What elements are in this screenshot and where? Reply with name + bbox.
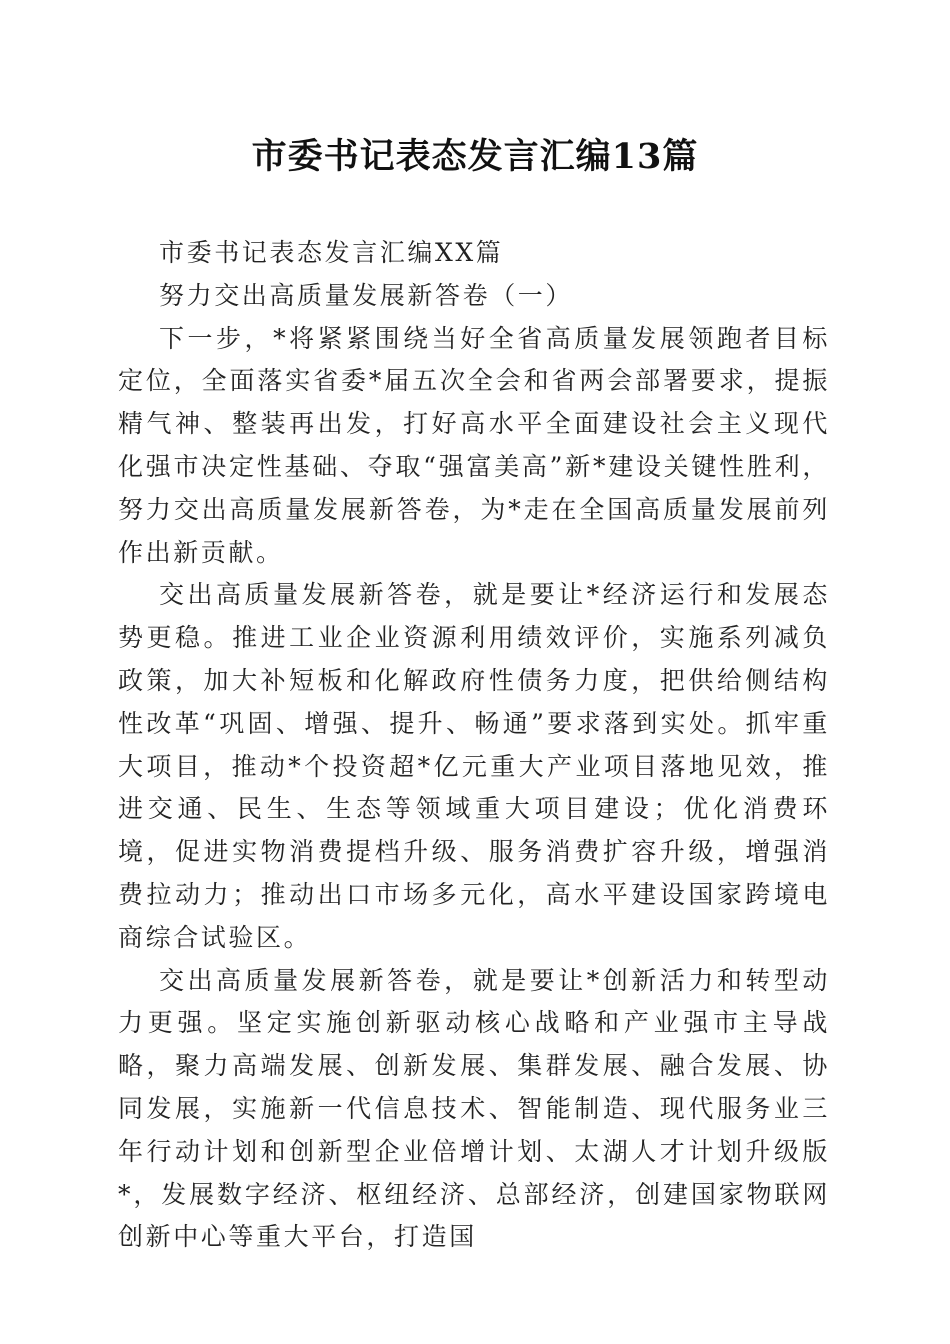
section-heading: 努力交出高质量发展新答卷（一） — [159, 280, 574, 310]
body-paragraph: 交出高质量发展新答卷，就是要让*经济运行和发展态势更稳。推进工业企业资源利用绩效评价，实施系列减负政策，加大补短板和化解政府性债务力度，把供给侧结构性改革“巩固、增强、提升、畅通”要求落到实处。抓牢重大项目，推动*个投资超*亿元重大产业项目落地见效，推进交通、民生、生态等领域重大项目建设；优化消费环境，促进实物消费提档升级、服务消费扩容升级，增强消费拉动力；推动出口市场多元化，高水平建设国家跨境电商综合试验区。 — [118, 580, 830, 952]
subtitle-paragraph: 市委书记表态发言汇编XX篇 — [159, 238, 504, 267]
body-paragraph: 交出高质量发展新答卷，就是要让*创新活力和转型动力更强。坚定实施创新驱动核心战略和产业强市主导战略，聚力高端发展、创新发展、集群发展、融合发展、协同发展，实施新一代信息技术、智能制造、现代服务业三年行动计划和创新型企业倍增计划、太湖人才计划升级版*，发展数字经济、枢纽经济、总部经济，创建国家物联网创新中心等重大平台，打造国 — [118, 965, 830, 1252]
document-body — [118, 232, 830, 1259]
document-title: 市委书记表态发言汇编13篇 — [251, 136, 699, 177]
body-paragraph: 下一步，*将紧紧围绕当好全省高质量发展领跑者目标定位，全面落实省委*届五次全会和省两会部署要求，提振精气神、整装再出发，打好高水平全面建设社会主义现代化强市决定性基础、夺取“强富美高”新*建设关键性胜利，努力交出高质量发展新答卷，为*走在全国高质量发展前列作出新贡献。 — [118, 323, 830, 567]
